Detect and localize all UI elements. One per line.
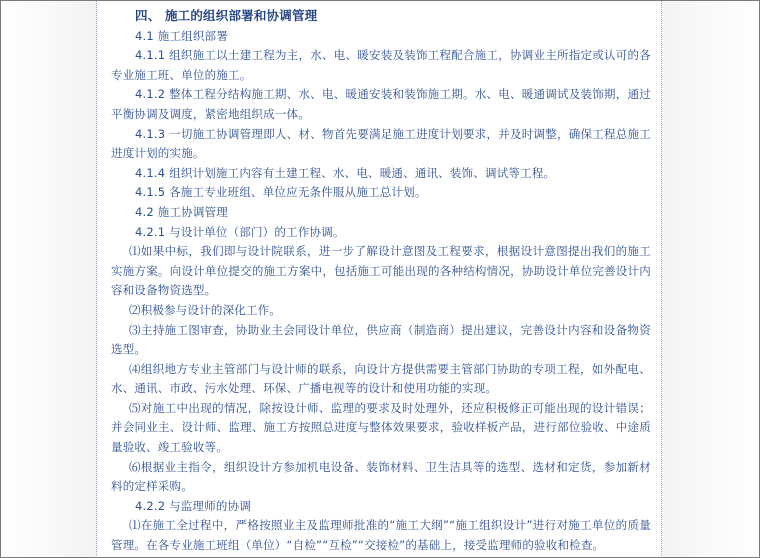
paragraph: 4.1.5 各施工专业班组、单位应无条件服从施工总计划。 (135, 185, 427, 200)
list-item: ⑸对施工中出现的情况，除按设计师、监理的要求及时处理外，还应积极修正可能出现的设计错误；并会同业主、设计师、监理、施工方按照总进度与整体效果要求，验收样板产品，进行部位验收、中途质量验收、竣工验收等。 (111, 400, 651, 455)
list-item: ⑶主持施工图审查，协助业主会同设计单位，供应商（制造商）提出建议，完善设计内容和设备物资选型。 (111, 322, 651, 357)
subsection-title: 4.2 施工协调管理 (135, 204, 228, 219)
paragraph: 4.1.4 组织计划施工内容有土建工程、水、电、暖通、通讯、装饰、调试等工程。 (135, 165, 556, 180)
subsection-title: 4.1 施工组织部署 (135, 28, 228, 43)
list-item: ⑴如果中标，我们即与设计院联系，进一步了解设计意图及工程要求，根据设计意图提出我们的施工实施方案。向设计单位提交的施工方案中，包括施工可能出现的各种结构情况，协助设计单位完善设计内容和设备物资选型。 (111, 244, 651, 298)
section-heading: 四、 施工的组织部署和协调管理 (135, 8, 318, 23)
paragraph: 4.1.3 一切施工协调管理即人、材、物首先要满足施工进度计划要求，并及时调整，确保工程总施工进度计划的实施。 (111, 126, 651, 161)
list-item: ⑴在施工全过程中，严格按照业主及监理师批准的“施工大纲”“施工组织设计”进行对施工单位的质量管理。在各专业施工班组（单位）“自检”“互检”“交接检”的基础上，接受监理师的验收和检查。 (111, 518, 651, 553)
list-item: ⑷组织地方专业主管部门与设计师的联系，向设计方提供需要主管部门协助的专项工程，如外配电、水、通讯、市政、污水处理、环保、广播电视等的设计和使用功能的实现。 (111, 361, 651, 396)
paragraph: 4.1.2 整体工程分结构施工期、水、电、暖通安装和装饰施工期。水、电、暖通调试及装饰期，通过平衡协调及调度，紧密地组织成一体。 (111, 87, 651, 121)
subsection-title: 4.2.2 与监理师的协调 (135, 498, 252, 513)
list-item: ⑵积极参与设计的深化工作。 (129, 302, 282, 317)
paragraph: 4.2.1 与设计单位（部门）的工作协调。 (135, 224, 345, 239)
paragraph: 4.1.1 组织施工以土建工程为主，水、电、暖安装及装饰工程配合施工，协调业主所指定或认可的各专业施工班、单位的施工。 (111, 48, 651, 82)
list-item: ⑹根据业主指令，组织设计方参加机电设备、装饰材料、卫生洁具等的选型、选材和定货，参加新材料的定样采购。 (111, 459, 651, 494)
